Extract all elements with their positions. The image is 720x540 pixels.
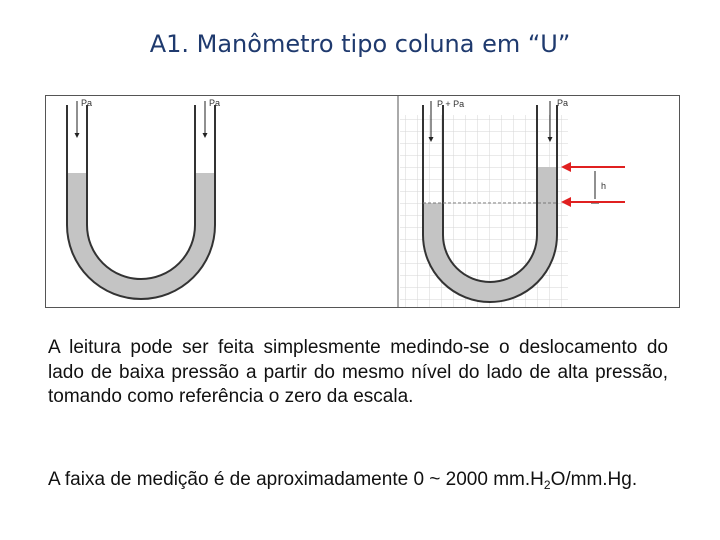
range-subscript: 2: [543, 478, 551, 492]
range-text: A faixa de medição é de aproximadamente 0 ~ 2000 mm.H: [48, 469, 544, 490]
left-pa-label-2: Pa: [209, 98, 221, 108]
right-p-pa-label: P + Pa: [437, 99, 465, 109]
manometer-figure: [45, 95, 680, 308]
range-paragraph: [48, 468, 688, 493]
slide-title: A1. Manômetro tipo coluna em “U”: [149, 30, 571, 58]
explanation-paragraph: A leitura pode ser feita simplesmente medindo-se o deslocamento do lado de baixa pressão a partir do mesmo nível do lado de alta pressão, tomando como referência o zero da escala.: [48, 337, 668, 407]
range-unit-text: O/mm.Hg.: [550, 469, 638, 490]
left-pa-label-1: Pa: [81, 98, 93, 108]
height-h-label: h: [601, 181, 607, 191]
right-pa-label: Pa: [557, 98, 569, 108]
